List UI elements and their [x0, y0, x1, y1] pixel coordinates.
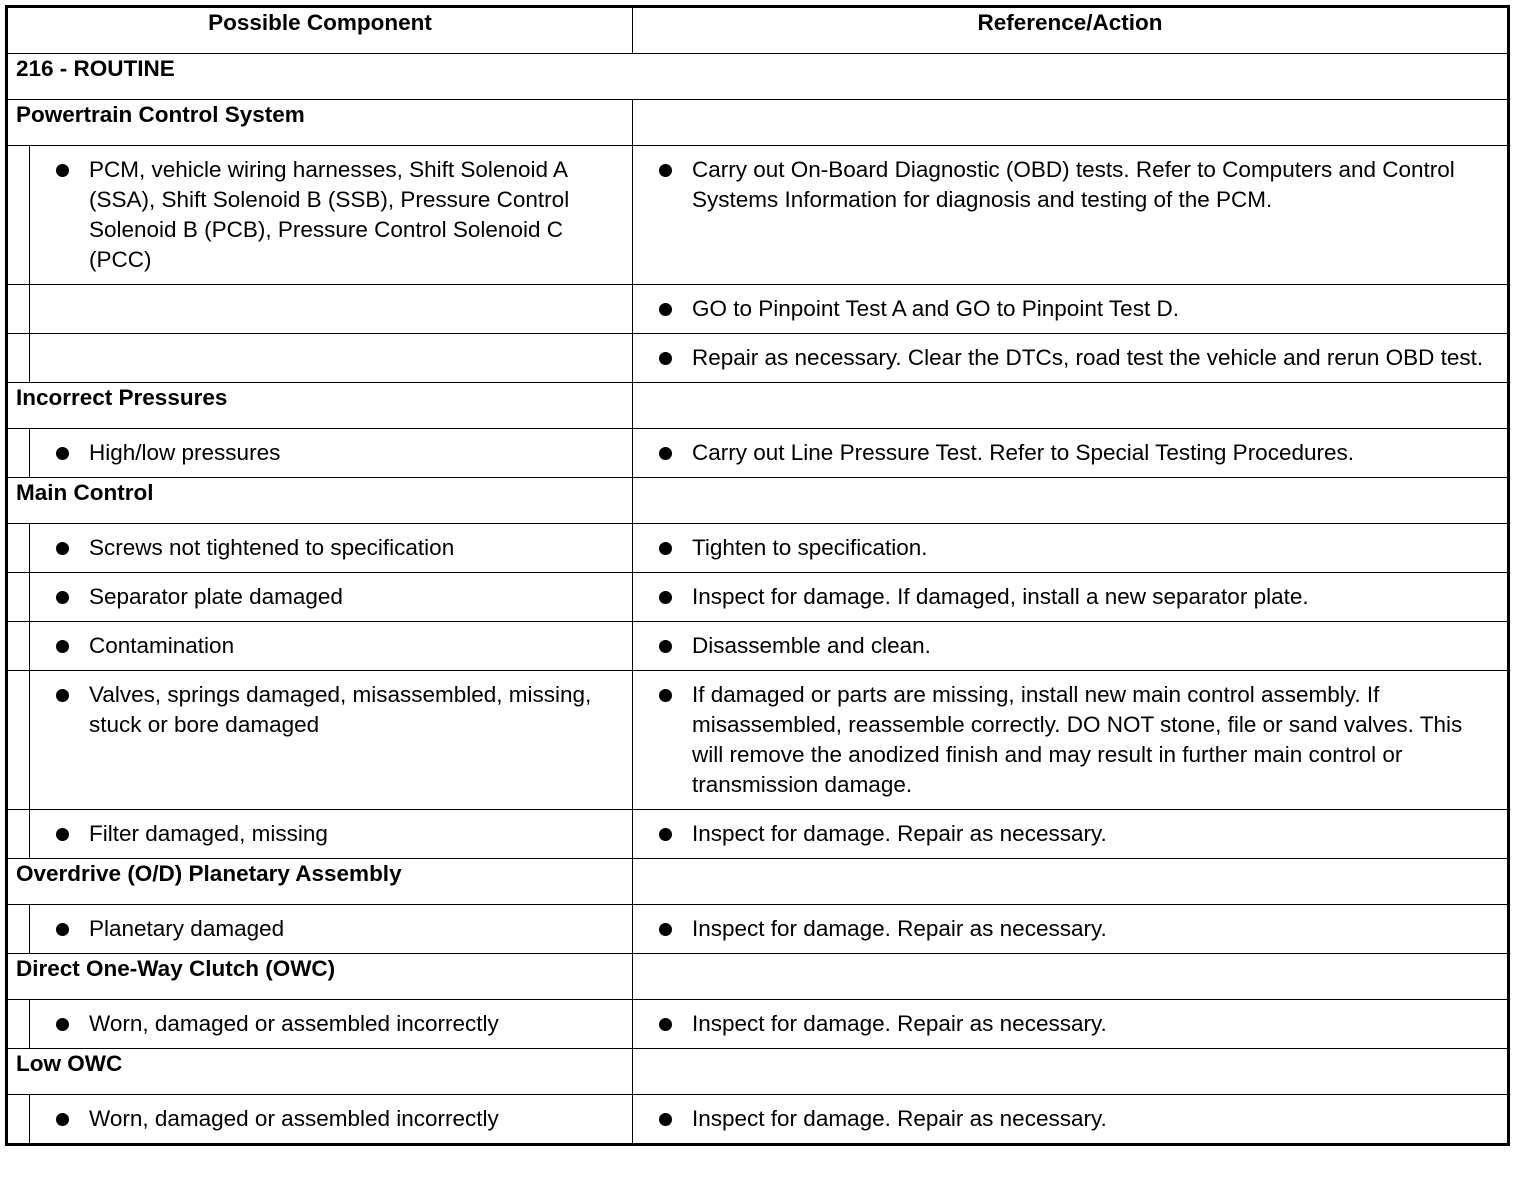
component-cell: [30, 671, 633, 810]
group-row: [7, 1049, 1509, 1095]
action-text: Carry out On-Board Diagnostic (OBD) tests. Refer to Computers and Control Systems Information for diagnosis and testing of the PCM.: [692, 157, 1455, 212]
group-row: [7, 954, 1509, 1000]
bullet-icon: [56, 447, 69, 460]
table-row: [7, 334, 1509, 383]
header-possible-component: Possible Component: [7, 7, 633, 54]
reference-cell: [633, 622, 1509, 671]
indent-cell: [7, 334, 30, 383]
reference-cell: [633, 429, 1509, 478]
component-cell: [30, 622, 633, 671]
component-text: Filter damaged, missing: [89, 821, 328, 846]
action-text: Inspect for damage. Repair as necessary.: [692, 1011, 1107, 1036]
action-text: GO to Pinpoint Test A and GO to Pinpoint Test D.: [692, 296, 1179, 321]
component-text: Worn, damaged or assembled incorrectly: [89, 1106, 499, 1131]
component-text: PCM, vehicle wiring harnesses, Shift Solenoid A (SSA), Shift Solenoid B (SSB), Pressure Control Solenoid B (PCB), Pressure Control Solenoid C (PCC): [89, 157, 570, 272]
group-reference-empty: [633, 478, 1509, 524]
action-text: Tighten to specification.: [692, 535, 928, 560]
action-text: Inspect for damage. If damaged, install a new separator plate.: [692, 584, 1309, 609]
bullet-icon: [659, 591, 672, 604]
bullet-icon: [659, 1018, 672, 1031]
indent-cell: [7, 146, 30, 285]
header-row: [7, 7, 1509, 54]
bullet-icon: [659, 689, 672, 702]
group-title: Main Control: [7, 478, 633, 524]
indent-cell: [7, 429, 30, 478]
table-row: [7, 429, 1509, 478]
table-row: [7, 1000, 1509, 1049]
component-cell: [30, 524, 633, 573]
reference-cell: [633, 334, 1509, 383]
reference-cell: [633, 1095, 1509, 1145]
indent-cell: [7, 524, 30, 573]
bullet-icon: [659, 447, 672, 460]
bullet-icon: [659, 640, 672, 653]
group-reference-empty: [633, 1049, 1509, 1095]
section-title: 216 - ROUTINE: [7, 54, 1509, 100]
component-cell: [30, 573, 633, 622]
component-text: Planetary damaged: [89, 916, 285, 941]
table-row: [7, 622, 1509, 671]
action-text: Inspect for damage. Repair as necessary.: [692, 1106, 1107, 1131]
action-text: If damaged or parts are missing, install new main control assembly. If misassembled, reassemble correctly. DO NOT stone, file or sand valves. This will remove the anodized finish and may result in further main control or transmission damage.: [692, 682, 1463, 797]
indent-cell: [7, 905, 30, 954]
group-reference-empty: [633, 954, 1509, 1000]
group-title: Low OWC: [7, 1049, 633, 1095]
indent-cell: [7, 285, 30, 334]
reference-cell: [633, 573, 1509, 622]
bullet-icon: [659, 923, 672, 936]
component-text: Contamination: [89, 633, 235, 658]
table-row: [7, 524, 1509, 573]
group-reference-empty: [633, 100, 1509, 146]
bullet-icon: [56, 1113, 69, 1126]
group-row: [7, 859, 1509, 905]
indent-cell: [7, 810, 30, 859]
reference-cell: [633, 146, 1509, 285]
group-title: Direct One-Way Clutch (OWC): [7, 954, 633, 1000]
component-cell: [30, 334, 633, 383]
bullet-icon: [56, 640, 69, 653]
group-row: [7, 383, 1509, 429]
action-text: Disassemble and clean.: [692, 633, 931, 658]
section-row: [7, 54, 1509, 100]
action-text: Inspect for damage. Repair as necessary.: [692, 916, 1107, 941]
component-cell: [30, 810, 633, 859]
group-title: Powertrain Control System: [7, 100, 633, 146]
group-row: [7, 100, 1509, 146]
indent-cell: [7, 1095, 30, 1145]
component-cell: [30, 146, 633, 285]
bullet-icon: [56, 1018, 69, 1031]
header-reference-action: Reference/Action: [633, 7, 1509, 54]
reference-cell: [633, 524, 1509, 573]
component-cell: [30, 1095, 633, 1145]
bullet-icon: [659, 828, 672, 841]
table-row: [7, 285, 1509, 334]
group-row: [7, 478, 1509, 524]
group-reference-empty: [633, 383, 1509, 429]
table-row: [7, 1095, 1509, 1145]
component-text: Separator plate damaged: [89, 584, 343, 609]
reference-cell: [633, 671, 1509, 810]
bullet-icon: [56, 923, 69, 936]
component-cell: [30, 905, 633, 954]
component-text: Worn, damaged or assembled incorrectly: [89, 1011, 499, 1036]
component-text: Valves, springs damaged, misassembled, missing, stuck or bore damaged: [89, 682, 592, 737]
group-title: Incorrect Pressures: [7, 383, 633, 429]
component-cell: [30, 1000, 633, 1049]
table-row: [7, 671, 1509, 810]
component-cell: [30, 285, 633, 334]
table-row: [7, 810, 1509, 859]
indent-cell: [7, 671, 30, 810]
bullet-icon: [659, 352, 672, 365]
component-cell: [30, 429, 633, 478]
table-row: [7, 146, 1509, 285]
indent-cell: [7, 622, 30, 671]
action-text: Carry out Line Pressure Test. Refer to Special Testing Procedures.: [692, 440, 1354, 465]
table-row: [7, 905, 1509, 954]
bullet-icon: [56, 828, 69, 841]
bullet-icon: [56, 689, 69, 702]
bullet-icon: [56, 542, 69, 555]
reference-cell: [633, 1000, 1509, 1049]
indent-cell: [7, 573, 30, 622]
action-text: Repair as necessary. Clear the DTCs, road test the vehicle and rerun OBD test.: [692, 345, 1484, 370]
component-text: High/low pressures: [89, 440, 281, 465]
bullet-icon: [659, 164, 672, 177]
bullet-icon: [659, 1113, 672, 1126]
table-row: [7, 573, 1509, 622]
diagnosis-table: [5, 5, 1510, 1146]
reference-cell: [633, 285, 1509, 334]
group-title: Overdrive (O/D) Planetary Assembly: [7, 859, 633, 905]
reference-cell: [633, 810, 1509, 859]
indent-cell: [7, 1000, 30, 1049]
reference-cell: [633, 905, 1509, 954]
group-reference-empty: [633, 859, 1509, 905]
bullet-icon: [659, 303, 672, 316]
action-text: Inspect for damage. Repair as necessary.: [692, 821, 1107, 846]
bullet-icon: [56, 591, 69, 604]
bullet-icon: [659, 542, 672, 555]
component-text: Screws not tightened to specification: [89, 535, 455, 560]
bullet-icon: [56, 164, 69, 177]
